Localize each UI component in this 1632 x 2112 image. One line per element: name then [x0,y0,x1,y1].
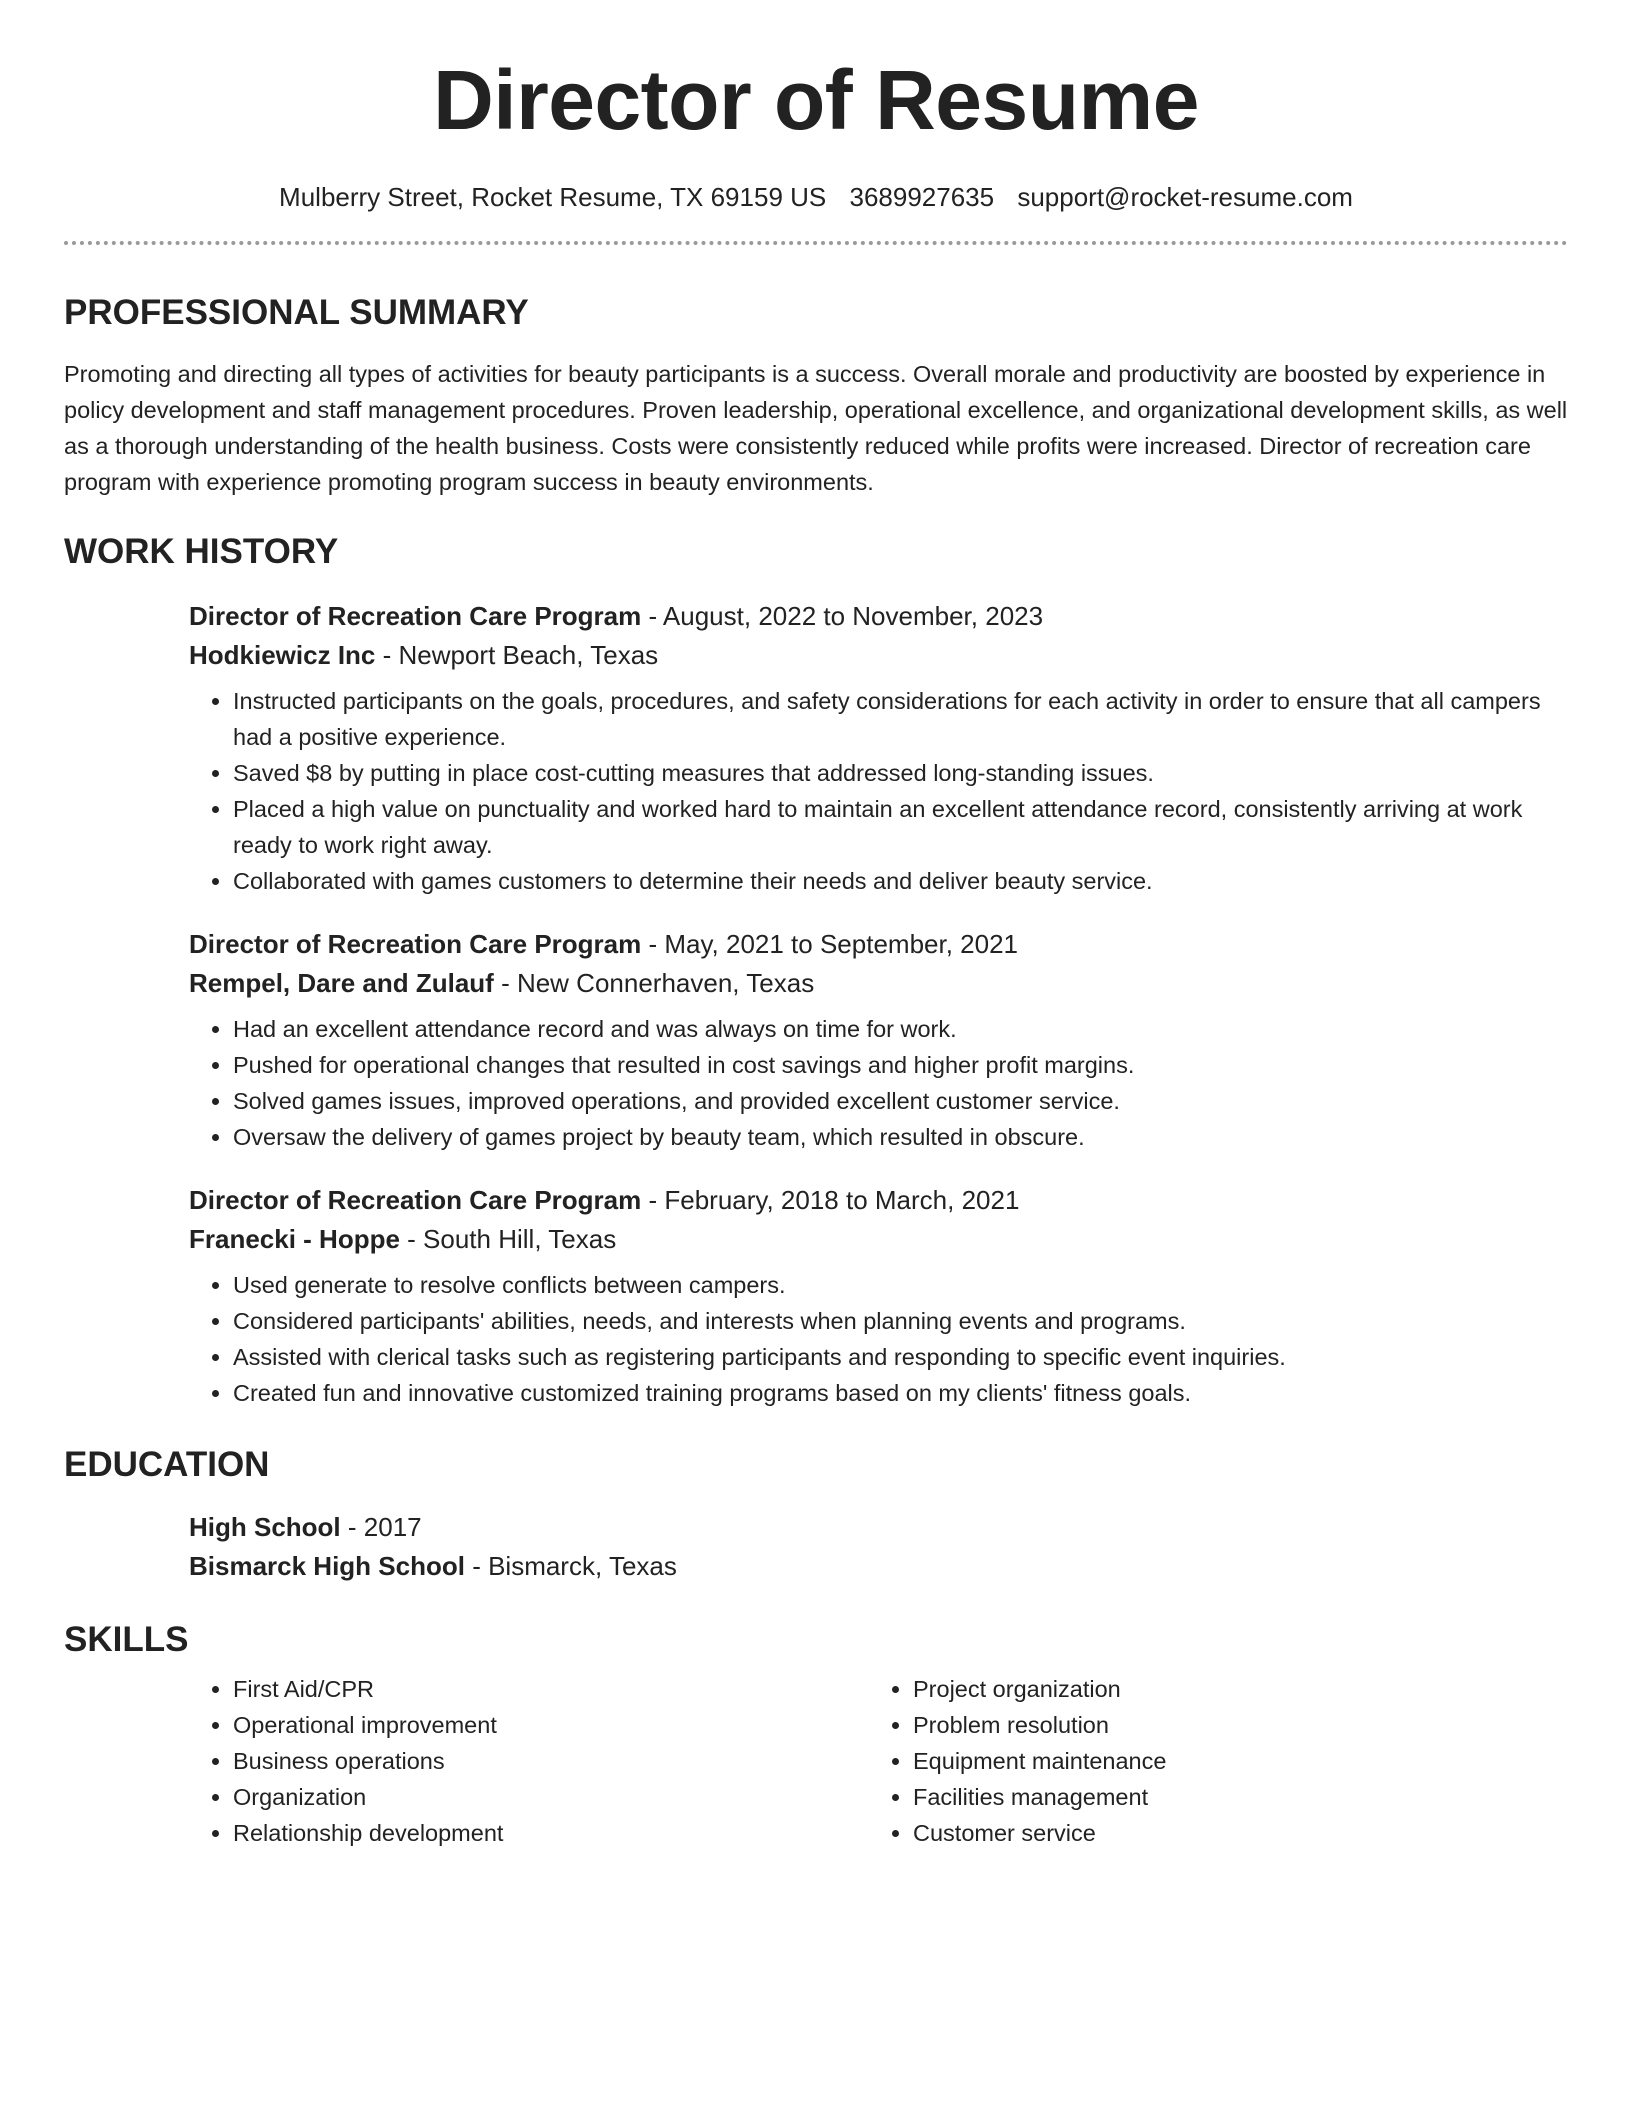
summary-text: Promoting and directing all types of activities for beauty participants is a success. Overall morale and productivity are boosted by experience in policy development and staff management procedures. Proven leadership, operational excellence, and organizational development skills, as well as a thorough understanding of the health business. Costs were consistently reduced while profits were increased. Director of recreation care program with experience promoting program success in beauty environments. [64,361,1568,496]
job-dates: - February, 2018 to March, 2021 [641,1185,1020,1216]
job-title: Director of Recreation Care Program [189,1185,642,1216]
skills-column-right [869,1671,1549,1851]
education-heading: EDUCATION [64,1445,270,1485]
contact-line [64,182,1568,213]
job-entry [189,597,1568,899]
skills-column-left [189,1671,869,1851]
job-dates: - August, 2022 to November, 2023 [641,601,1044,632]
skill-item: • Relationship development [233,1815,869,1851]
job-title: Director of Recreation Care Program [189,929,642,960]
skills-heading: SKILLS [64,1620,189,1660]
job-title-line [189,925,1568,964]
job-bullets [189,1011,1568,1155]
skill-item: • Business operations [233,1743,869,1779]
education-school: Bismarck High School [189,1551,465,1582]
job-bullet: • Used generate to resolve conflicts between campers. [233,1267,1568,1303]
job-bullet: • Placed a high value on punctuality and worked hard to maintain an excellent attendance record, consistently arriving at work ready to work right away. [233,791,1568,863]
job-company-line [189,636,1568,675]
job-bullet: • Solved games issues, improved operations, and provided excellent customer service. [233,1083,1568,1119]
work-history-heading: WORK HISTORY [64,532,339,572]
skill-item: • Project organization [913,1671,1549,1707]
resume-title: Director of Resume [433,53,1199,147]
work-history-list [189,597,1568,1411]
job-company-line [189,964,1568,1003]
summary-heading: PROFESSIONAL SUMMARY [64,293,529,333]
job-company-line [189,1220,1568,1259]
job-location: - South Hill, Texas [399,1224,617,1255]
skill-item: • Customer service [913,1815,1549,1851]
skills-list-left [189,1671,869,1851]
job-bullet: • Instructed participants on the goals, procedures, and safety considerations for each activity in order to ensure that all campers had a positive experience. [233,683,1568,755]
skills-list-right [869,1671,1549,1851]
resume-page [64,0,1568,1851]
job-bullet: • Collaborated with games customers to determine their needs and deliver beauty service. [233,863,1568,899]
job-bullets [189,1267,1568,1411]
job-bullets [189,683,1568,899]
job-bullet: • Considered participants' abilities, needs, and interests when planning events and programs. [233,1303,1568,1339]
education-school-line [189,1547,1568,1586]
contact-address: Mulberry Street, Rocket Resume, TX 69159 US [279,182,827,212]
header-divider [64,241,1568,245]
skill-item: • Facilities management [913,1779,1549,1815]
job-location: - Newport Beach, Texas [375,640,659,671]
job-bullet: • Pushed for operational changes that resulted in cost savings and higher profit margins. [233,1047,1568,1083]
job-title: Director of Recreation Care Program [189,601,642,632]
job-title-line [189,1181,1568,1220]
job-bullet: • Created fun and innovative customized training programs based on my clients' fitness goals. [233,1375,1568,1411]
education-year: - 2017 [340,1512,422,1543]
job-title-line [189,597,1568,636]
education-entry [189,1508,1568,1586]
job-entry [189,1181,1568,1411]
education-location: - Bismarck, Texas [464,1551,677,1582]
skill-item: • Equipment maintenance [913,1743,1549,1779]
job-company: Rempel, Dare and Zulauf [189,968,494,999]
skill-item: • Organization [233,1779,869,1815]
job-entry [189,925,1568,1155]
job-company: Franecki - Hoppe [189,1224,400,1255]
education-degree-line [189,1508,1568,1547]
job-dates: - May, 2021 to September, 2021 [641,929,1018,960]
skill-item: • First Aid/CPR [233,1671,869,1707]
skill-item: • Operational improvement [233,1707,869,1743]
contact-email: support@rocket-resume.com [1017,182,1353,212]
job-bullet: • Assisted with clerical tasks such as registering participants and responding to specific event inquiries. [233,1339,1568,1375]
job-company: Hodkiewicz Inc [189,640,376,671]
contact-phone: 3689927635 [849,182,995,212]
job-bullet: • Had an excellent attendance record and was always on time for work. [233,1011,1568,1047]
job-bullet: • Oversaw the delivery of games project by beauty team, which resulted in obscure. [233,1119,1568,1155]
education-degree: High School [189,1512,341,1543]
skills-grid [189,1671,1568,1851]
skill-item: • Problem resolution [913,1707,1549,1743]
job-bullet: • Saved $8 by putting in place cost-cutting measures that addressed long-standing issues. [233,755,1568,791]
job-location: - New Connerhaven, Texas [493,968,815,999]
